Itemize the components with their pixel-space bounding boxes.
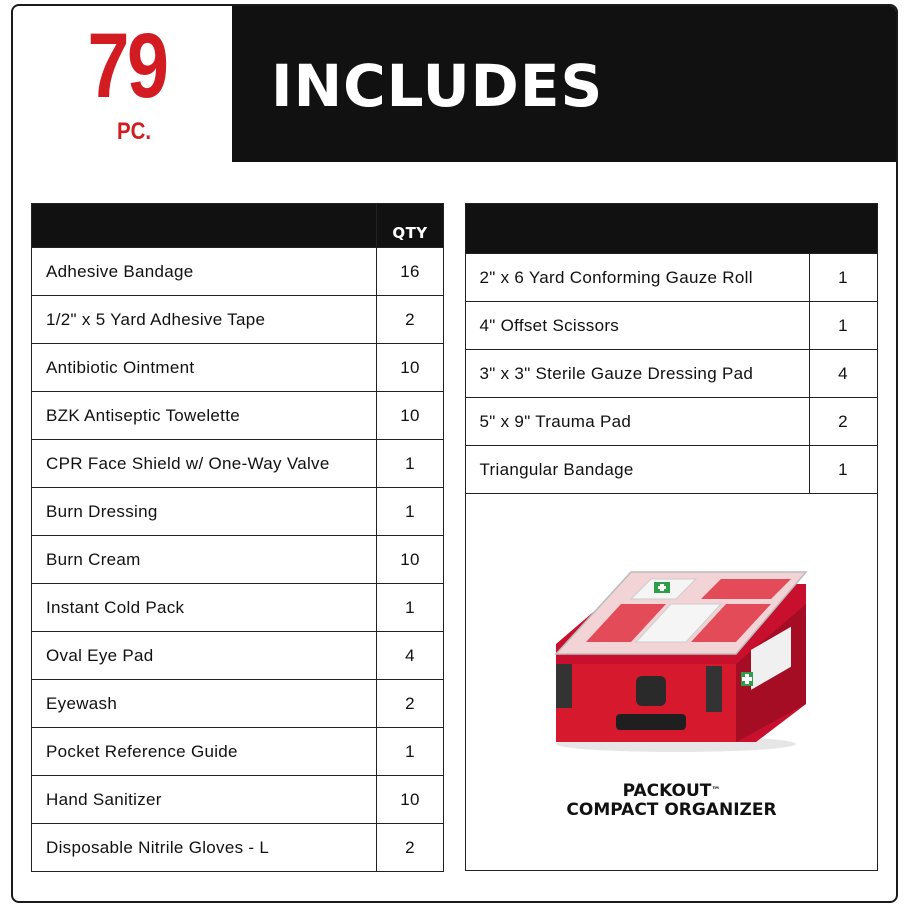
item-qty: 1 <box>377 440 444 488</box>
item-qty: 4 <box>809 349 877 397</box>
product-caption <box>466 782 877 820</box>
table-row <box>465 301 877 349</box>
table-row <box>465 397 877 445</box>
table-row <box>32 248 444 296</box>
piece-count: 79 <box>87 15 167 117</box>
item-name: Antibiotic Ointment <box>32 344 377 392</box>
table-row <box>32 536 444 584</box>
item-name: BZK Antiseptic Towelette <box>32 392 377 440</box>
item-name: Instant Cold Pack <box>32 584 377 632</box>
table-row <box>465 445 877 493</box>
item-name: Burn Cream <box>32 536 377 584</box>
item-qty: 4 <box>377 632 444 680</box>
packout-organizer-image <box>536 554 816 754</box>
item-qty: 1 <box>809 253 877 301</box>
item-qty: 1 <box>809 301 877 349</box>
item-column-header <box>32 204 377 248</box>
product-name-line2: COMPACT ORGANIZER <box>566 800 777 820</box>
table-row <box>465 349 877 397</box>
item-name: CPR Face Shield w/ One-Way Valve <box>32 440 377 488</box>
item-name: 1/2" x 5 Yard Adhesive Tape <box>32 296 377 344</box>
table-row <box>32 488 444 536</box>
item-name: 2" x 6 Yard Conforming Gauze Roll <box>465 253 809 301</box>
item-qty: 16 <box>377 248 444 296</box>
item-qty: 1 <box>809 445 877 493</box>
item-qty: 2 <box>377 296 444 344</box>
item-name: Eyewash <box>32 680 377 728</box>
contents-table-left <box>31 203 444 872</box>
item-qty: 2 <box>809 397 877 445</box>
product-name-line1: PACKOUT <box>622 781 712 801</box>
item-qty: 2 <box>377 824 444 872</box>
right-table-header <box>465 203 877 253</box>
item-name: 4" Offset Scissors <box>465 301 809 349</box>
table-header-row <box>465 203 877 253</box>
contents-table-right <box>465 203 878 494</box>
item-name: 3" x 3" Sterile Gauze Dressing Pad <box>465 349 809 397</box>
item-qty: 10 <box>377 344 444 392</box>
piece-count-unit: PC. <box>116 118 151 145</box>
item-qty: 2 <box>377 680 444 728</box>
table-row <box>32 584 444 632</box>
item-name: Disposable Nitrile Gloves - L <box>32 824 377 872</box>
item-name: 5" x 9" Trauma Pad <box>465 397 809 445</box>
contents-panel-right <box>465 203 878 871</box>
item-qty: 10 <box>377 392 444 440</box>
item-qty: 10 <box>377 776 444 824</box>
item-name: Oval Eye Pad <box>32 632 377 680</box>
table-row <box>32 680 444 728</box>
item-qty: 1 <box>377 584 444 632</box>
includes-title: INCLUDES <box>271 52 604 120</box>
table-row <box>32 632 444 680</box>
item-qty: 1 <box>377 728 444 776</box>
table-header-row <box>32 204 444 248</box>
table-row <box>465 253 877 301</box>
trademark-symbol: ™ <box>711 786 721 796</box>
table-row <box>32 824 444 872</box>
item-qty: 10 <box>377 536 444 584</box>
item-name: Burn Dressing <box>32 488 377 536</box>
item-qty: 1 <box>377 488 444 536</box>
item-name: Hand Sanitizer <box>32 776 377 824</box>
header-bar <box>13 6 896 162</box>
table-row <box>32 776 444 824</box>
item-name: Triangular Bandage <box>465 445 809 493</box>
qty-column-header: QTY <box>377 204 444 248</box>
table-row <box>32 728 444 776</box>
item-name: Adhesive Bandage <box>32 248 377 296</box>
table-row <box>32 296 444 344</box>
table-row <box>32 440 444 488</box>
table-row <box>32 392 444 440</box>
table-row <box>32 344 444 392</box>
piece-count-box <box>13 6 232 162</box>
item-name: Pocket Reference Guide <box>32 728 377 776</box>
